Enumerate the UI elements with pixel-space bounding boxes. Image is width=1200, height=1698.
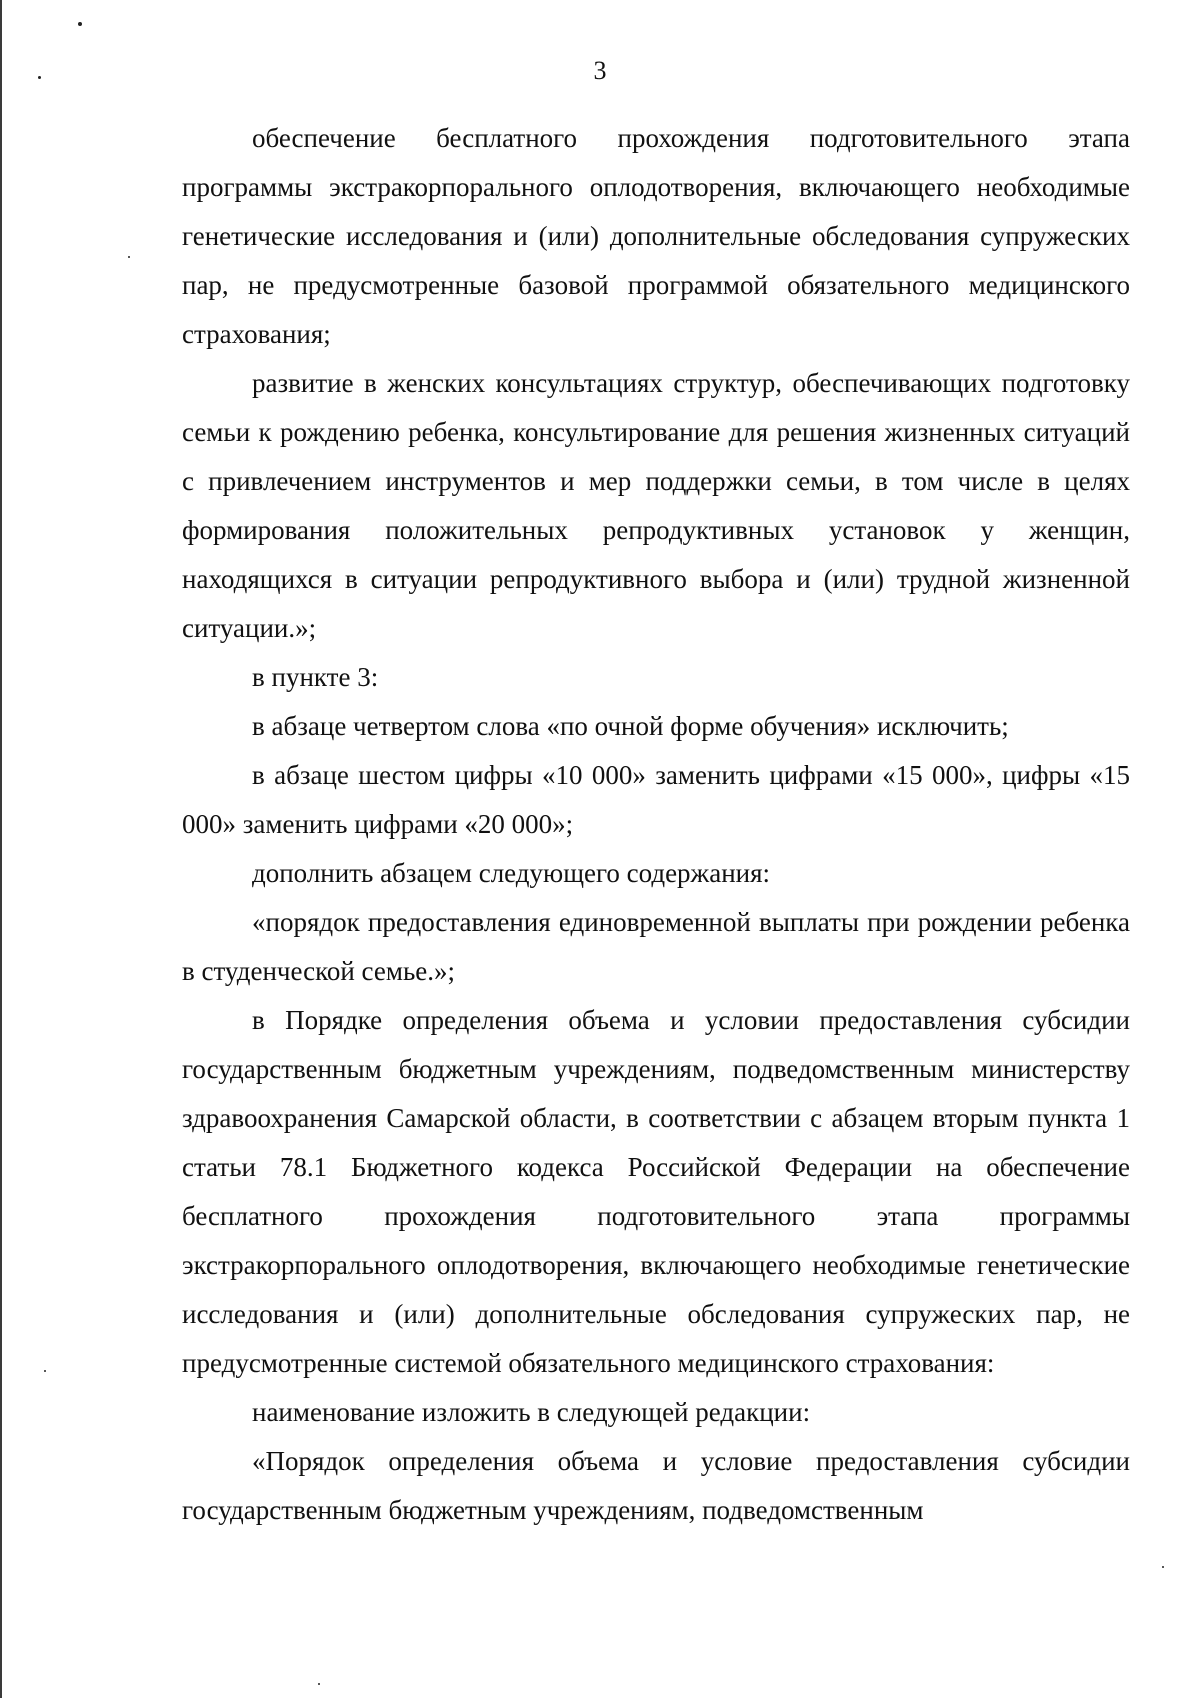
paragraph: «порядок предоставления единовременной выплаты при рождении ребенка в студенческой семье.»;: [182, 907, 1130, 986]
page-number: 3: [593, 56, 607, 85]
scan-speck: [1162, 1566, 1164, 1568]
scan-speck: [318, 1683, 320, 1685]
paragraph: в абзаце четвертом слова «по очной форме обучения» исключить;: [252, 711, 1009, 741]
scan-speck: [44, 1370, 46, 1372]
scan-speck: [128, 256, 130, 258]
paragraph: в пункте 3:: [252, 662, 379, 692]
document-body: [182, 114, 1130, 1535]
scan-speck: [78, 22, 82, 26]
paragraph: обеспечение бесплатного прохождения подготовительного этапа программы экстракорпорального оплодотворения, включающего необходимые генетические исследования и (или) дополнительные обследования супружеских пар, не предусмотренные базовой программой обязательного медицинского страхования;: [182, 123, 1130, 349]
scan-edge-line: [0, 0, 2, 1698]
paragraph: развитие в женских консультациях структур, обеспечивающих подготовку семьи к рождению ребенка, консультирование для решения жизненных ситуаций с привлечением инструментов и мер поддержки семьи, в том числе в целях формирования положительных репродуктивных установок у женщин, находящихся в ситуации репродуктивного выбора и (или) трудной жизненной ситуации.»;: [182, 368, 1130, 643]
paragraph: в Порядке определения объема и условии предоставления субсидии государственным бюджетным учреждениям, подведомственным министерству здравоохранения Самарской области, в соответствии с абзацем вторым пункта 1 статьи 78.1 Бюджетного кодекса Российской Федерации на обеспечение бесплатного прохождения подготовительного этапа программы экстракорпорального оплодотворения, включающего необходимые генетические исследования и (или) дополнительные обследования супружеских пар, не предусмотренные системой обязательного медицинского страхования:: [182, 1005, 1130, 1378]
paragraph: наименование изложить в следующей редакции:: [252, 1397, 811, 1427]
paragraph: в абзаце шестом цифры «10 000» заменить цифрами «15 000», цифры «15 000» заменить цифрами «20 000»;: [182, 760, 1130, 839]
paragraph: «Порядок определения объема и условие предоставления субсидии государственным бюджетным учреждениям, подведомственным: [182, 1446, 1130, 1525]
paragraph: дополнить абзацем следующего содержания:: [252, 858, 771, 888]
